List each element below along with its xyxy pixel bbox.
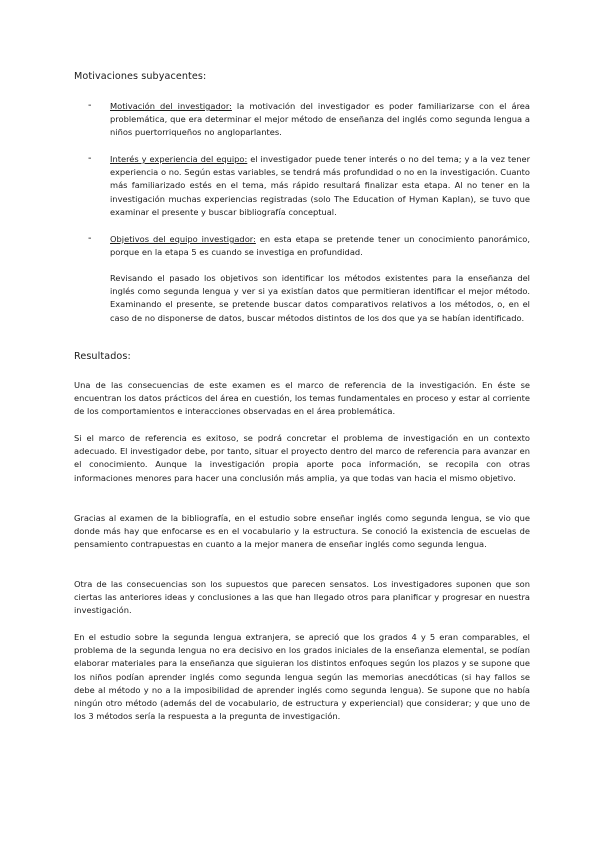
bullet-motivacion-investigador (110, 100, 530, 140)
bullet-label: Interés y experiencia del equipo: (110, 154, 248, 164)
bullet-text: el investigador puede tener interés o no del tema; y a la vez tener experiencia o no. Según estas variables, se tendrá más profundidad o no en la investigación. Cuanto más familiarizado estés en el tema, más rápido resultará finalizar esta etapa. Al no tener en la investigación muchas experiencias registradas (solo The Education of Hyman Kaplan), se tuvo que examinar el presente y buscar bibliografía conceptual. (110, 154, 530, 217)
bullet-label: Objetivos del equipo investigador: (110, 234, 256, 244)
resultados-paragraph-2: Si el marco de referencia es exitoso, se podrá concretar el problema de investigación en un contexto adecuado. El investigador debe, por tanto, situar el proyecto dentro del marco de referencia para avanzar en el conocimiento. Aunque la investigación propia aporte poca información, se recopila con otras informaciones menores para hacer una conclusión más amplia, ya que todas van hacia el mismo objetivo. (74, 433, 530, 483)
resultados-paragraph-4: Otra de las consecuencias son los supuestos que parecen sensatos. Los investigadores suponen que son ciertas las anteriores ideas y conclusiones a las que han llegado otros para planificar y progresar en nuestra investigación. (74, 579, 530, 616)
bullet-objetivos-equipo (110, 233, 530, 259)
motivaciones-heading: Motivaciones subyacentes: (74, 71, 207, 82)
resultados-paragraph-5: En el estudio sobre la segunda lengua extranjera, se apreció que los grados 4 y 5 eran comparables, el problema de la segunda lengua no era decisivo en los grados iniciales de la enseñanza elemental, se podían elaborar materiales para la enseñanza que siguieran los distintos enfoques según los plazos y se supone que los niños podían aprender inglés como segunda lengua según las memorias anecdóticas (si hay fallos se debe al método y no a la imposibilidad de aprender inglés como segunda lengua). Se supone que no había ningún otro método (además del de vocabulario, de estructura y experiencial) que considerar; y que uno de los 3 métodos sería la respuesta a la pregunta de investigación. (74, 632, 530, 722)
bullet-text: la motivación del investigador es poder familiarizarse con el área problemática, que era determinar el mejor método de enseñanza del inglés como segunda lengua a niños puertorriqueños no angloparlantes. (110, 101, 530, 138)
resultados-heading: Resultados: (74, 351, 131, 362)
bullet-dash: - (88, 233, 92, 244)
bullet-label: Motivación del investigador: (110, 101, 232, 111)
resultados-paragraph-3: Gracias al examen de la bibliografía, en el estudio sobre enseñar inglés como segunda lengua, se vio que donde más hay que enfocarse es en el vocabulario y la estructura. Se conoció la existencia de escuelas de pensamiento contrapuestas en cuanto a la mejor manera de enseñar inglés como segunda lengua. (74, 513, 530, 550)
bullet-interes-experiencia (110, 153, 530, 219)
bullet-dash: - (88, 153, 92, 164)
objetivos-extra-paragraph: Revisando el pasado los objetivos son identificar los métodos existentes para la enseñanza del inglés como segunda lengua y ver si ya existían datos que permitieran identificar el mejor método. Examinando el presente, se pretende buscar datos comparativos relativos a los métodos, o, en el caso de no disponerse de datos, buscar métodos distintos de los dos que ya se habían identificado. (110, 273, 530, 323)
bullet-text: en esta etapa se pretende tener un conocimiento panorámico, porque en la etapa 5 es cuando se investiga en profundidad. (110, 234, 530, 258)
bullet-dash: - (88, 100, 92, 111)
resultados-paragraph-1: Una de las consecuencias de este examen es el marco de referencia de la investigación. En éste se encuentran los datos prácticos del área en cuestión, los temas fundamentales en proceso y estar al corriente de los comportamientos e interacciones observadas en el área problemática. (74, 380, 530, 417)
